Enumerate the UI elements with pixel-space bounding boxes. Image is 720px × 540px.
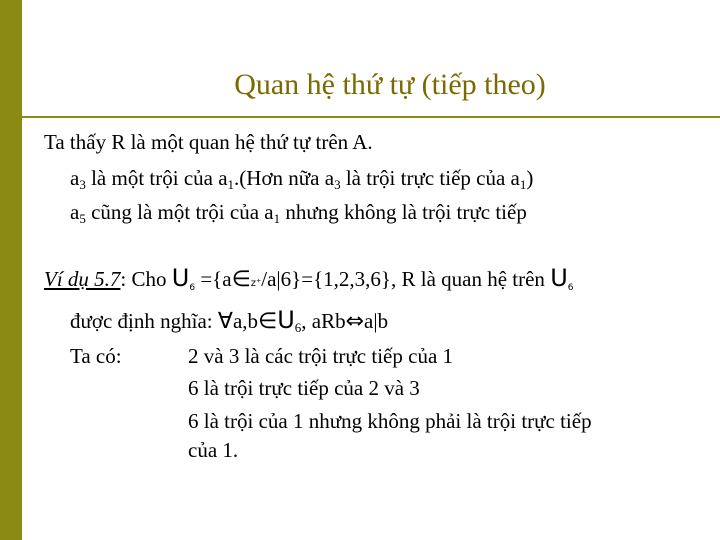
example-line-1: Ví dụ 5.7: Cho U6 ={a∈z⁺/a|6}={1,2,3,6}, R là quan hệ trên U6 — [44, 264, 574, 293]
result-line-1: 2 và 3 là các trội trực tiếp của 1 — [188, 344, 454, 368]
example-label: Ví dụ 5.7 — [44, 267, 121, 291]
title-rule — [42, 116, 720, 118]
slide-title: Quan hệ thứ tự (tiếp theo) — [234, 68, 546, 101]
body-line-1: Ta thấy R là một quan hệ thứ tự trên A. — [44, 130, 373, 154]
ta-co-label: Ta có: — [70, 344, 122, 368]
set-u-symbol: U — [550, 264, 568, 292]
example-line-2: được định nghĩa: $\forall a,b\in U_6$, aRb⇔a|b — [70, 306, 389, 335]
element-of-symbol: ∈ — [231, 267, 251, 292]
body-line-3: $a_5$ cũng là một trội của $a_1$ nhưng không là trội trực tiếp — [70, 200, 527, 226]
body-line-2: $a_3$ là một trội của $a_1.(Hơn$ nữa $a_3$ là trội trực tiếp của $a_1$) — [70, 166, 534, 192]
set-u-symbol: U — [277, 306, 295, 334]
element-of-symbol: ∈ — [258, 309, 278, 334]
result-line-4: của 1. — [188, 438, 239, 462]
set-u-symbol: U — [171, 264, 190, 292]
forall-symbol: ∀ — [217, 309, 233, 334]
result-line-2: 6 là trội trực tiếp của 2 và 3 — [188, 376, 420, 400]
iff-symbol: ⇔ — [345, 309, 365, 334]
title-rule-left — [22, 116, 42, 118]
result-line-3: 6 là trội của 1 nhưng không phải là trội trực tiếp — [188, 409, 592, 433]
